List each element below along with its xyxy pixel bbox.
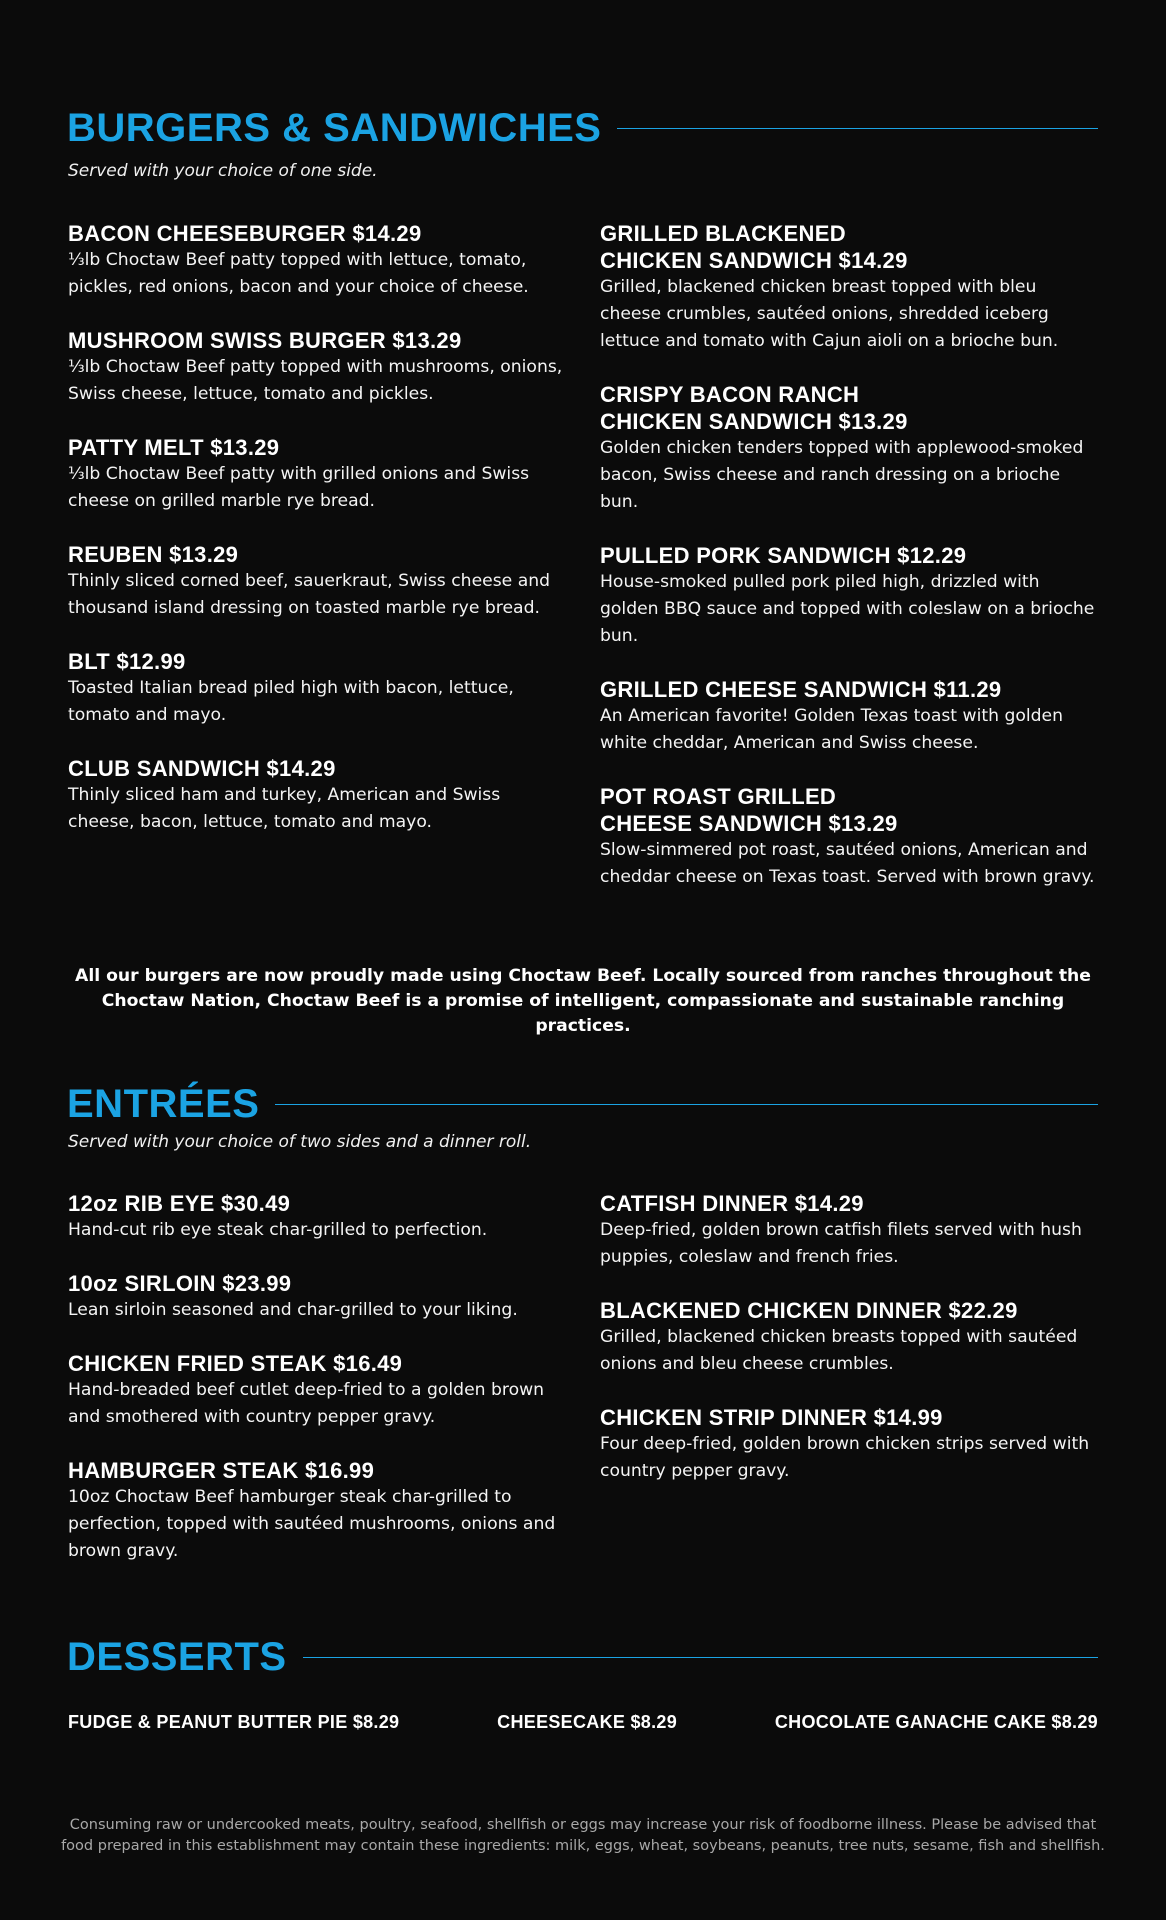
menu-item xyxy=(68,327,568,408)
menu-item xyxy=(600,542,1100,650)
menu-item xyxy=(600,1404,1100,1485)
menu-item-title: MUSHROOM SWISS BURGER $13.29 xyxy=(68,328,462,353)
entrees-left-column xyxy=(68,1190,568,1591)
entrees-section-header xyxy=(67,1082,1098,1127)
menu-item-description: Grilled, blackened chicken breast topped with bleu cheese crumbles, sautéed onions, shredded iceberg lettuce and tomato with Cajun aioli on a brioche bun. xyxy=(600,277,1059,351)
menu-item-description: Slow-simmered pot roast, sautéed onions, American and cheddar cheese on Texas toast. Served with brown gravy. xyxy=(600,840,1095,887)
menu-item-title: POT ROAST GRILLED CHEESE SANDWICH $13.29 xyxy=(600,784,898,836)
burgers-section-title: BURGERS & SANDWICHES xyxy=(67,106,602,150)
menu-item-title: GRILLED BLACKENED CHICKEN SANDWICH $14.29 xyxy=(600,221,908,273)
menu-item-description: An American favorite! Golden Texas toast with golden white cheddar, American and Swiss cheese. xyxy=(600,706,1064,753)
menu-item-description: ⅓lb Choctaw Beef patty with grilled onions and Swiss cheese on grilled marble rye bread. xyxy=(68,464,530,511)
burgers-section-note: Served with your choice of one side. xyxy=(68,161,378,181)
burgers-section-divider xyxy=(617,128,1098,129)
menu-item-description: Thinly sliced corned beef, sauerkraut, Swiss cheese and thousand island dressing on toasted marble rye bread. xyxy=(68,571,551,618)
entrees-right-column xyxy=(600,1190,1100,1511)
entrees-section-note: Served with your choice of two sides and a dinner roll. xyxy=(68,1132,532,1152)
desserts-list xyxy=(68,1712,1098,1733)
menu-item-title: CHICKEN STRIP DINNER $14.99 xyxy=(600,1405,943,1430)
menu-item xyxy=(600,220,1100,355)
choctaw-beef-note: All our burgers are now proudly made using Choctaw Beef. Locally sourced from ranches throughout the Choctaw Nation, Choctaw Beef is a promise of intelligent, compassionate and sustainable ranching practices. xyxy=(75,966,1091,1036)
menu-item-title: REUBEN $13.29 xyxy=(68,542,239,567)
menu-item-title: PATTY MELT $13.29 xyxy=(68,435,280,460)
menu-item-title: BACON CHEESEBURGER $14.29 xyxy=(68,221,422,246)
menu-item-title: BLT $12.99 xyxy=(68,649,186,674)
menu-item-description: Lean sirloin seasoned and char-grilled to your liking. xyxy=(68,1300,518,1320)
menu-item xyxy=(68,755,568,836)
menu-item-title: GRILLED CHEESE SANDWICH $11.29 xyxy=(600,677,1002,702)
menu-item xyxy=(68,1457,568,1565)
menu-item-title: HAMBURGER STEAK $16.99 xyxy=(68,1458,375,1483)
menu-item-description: Hand-breaded beef cutlet deep-fried to a golden brown and smothered with country pepper gravy. xyxy=(68,1380,545,1427)
dessert-item: CHEESECAKE $8.29 xyxy=(497,1712,678,1732)
menu-item xyxy=(68,541,568,622)
menu-item-description: ⅓lb Choctaw Beef patty topped with lettuce, tomato, pickles, red onions, bacon and your choice of cheese. xyxy=(68,250,529,297)
menu-item-description: Deep-fried, golden brown catfish filets served with hush puppies, coleslaw and french fries. xyxy=(600,1220,1082,1267)
food-safety-disclaimer: Consuming raw or undercooked meats, poultry, seafood, shellfish or eggs may increase your risk of foodborne illness. Please be advised that food prepared in this establishment may contain these ingredients: milk, eggs, wheat, soybeans, peanuts, tree nuts, sesame, fish and shellfish. xyxy=(61,1817,1105,1854)
menu-item-title: 10oz SIRLOIN $23.99 xyxy=(68,1271,292,1296)
menu-item-description: Grilled, blackened chicken breasts topped with sautéed onions and bleu cheese crumbles. xyxy=(600,1327,1078,1374)
burgers-right-column xyxy=(600,220,1100,917)
menu-item xyxy=(68,1270,568,1324)
menu-item xyxy=(68,434,568,515)
menu-item-description: House-smoked pulled pork piled high, drizzled with golden BBQ sauce and topped with coleslaw on a brioche bun. xyxy=(600,572,1095,646)
menu-item xyxy=(600,381,1100,516)
menu-item xyxy=(68,1350,568,1431)
menu-item-description: Four deep-fried, golden brown chicken strips served with country pepper gravy. xyxy=(600,1434,1090,1481)
menu-item-title: CRISPY BACON RANCH CHICKEN SANDWICH $13.29 xyxy=(600,382,908,434)
entrees-section-divider xyxy=(275,1104,1098,1105)
dessert-item: CHOCOLATE GANACHE CAKE $8.29 xyxy=(774,1712,1098,1732)
desserts-section-title: DESSERTS xyxy=(67,1635,287,1679)
menu-item xyxy=(68,220,568,301)
menu-item xyxy=(68,1190,568,1244)
entrees-section-title: ENTRÉES xyxy=(67,1082,260,1126)
dessert-item: FUDGE & PEANUT BUTTER PIE $8.29 xyxy=(68,1712,400,1732)
menu-item-description: Thinly sliced ham and turkey, American and Swiss cheese, bacon, lettuce, tomato and mayo. xyxy=(68,785,501,832)
menu-item xyxy=(600,676,1100,757)
menu-item xyxy=(68,648,568,729)
menu-item-title: CLUB SANDWICH $14.29 xyxy=(68,756,336,781)
menu-item-description: Toasted Italian bread piled high with bacon, lettuce, tomato and mayo. xyxy=(68,678,514,725)
menu-item-title: CHICKEN FRIED STEAK $16.49 xyxy=(68,1351,403,1376)
menu-item-title: BLACKENED CHICKEN DINNER $22.29 xyxy=(600,1298,1018,1323)
menu-item-title: PULLED PORK SANDWICH $12.29 xyxy=(600,543,967,568)
menu-item xyxy=(600,783,1100,891)
menu-item-title: CATFISH DINNER $14.29 xyxy=(600,1191,864,1216)
menu-item xyxy=(600,1190,1100,1271)
menu-item-description: ⅓lb Choctaw Beef patty topped with mushrooms, onions, Swiss cheese, lettuce, tomato and pickles. xyxy=(68,357,563,404)
burgers-left-column xyxy=(68,220,568,862)
menu-item xyxy=(600,1297,1100,1378)
menu-item-title: 12oz RIB EYE $30.49 xyxy=(68,1191,291,1216)
menu-item-description: Hand-cut rib eye steak char-grilled to perfection. xyxy=(68,1220,488,1240)
menu-item-description: Golden chicken tenders topped with applewood-smoked bacon, Swiss cheese and ranch dressing on a brioche bun. xyxy=(600,438,1084,512)
menu-item-description: 10oz Choctaw Beef hamburger steak char-grilled to perfection, topped with sautéed mushrooms, onions and brown gravy. xyxy=(68,1487,556,1561)
desserts-section-header xyxy=(67,1635,1098,1680)
desserts-section-divider xyxy=(303,1657,1098,1658)
burgers-section-header xyxy=(67,106,1098,151)
